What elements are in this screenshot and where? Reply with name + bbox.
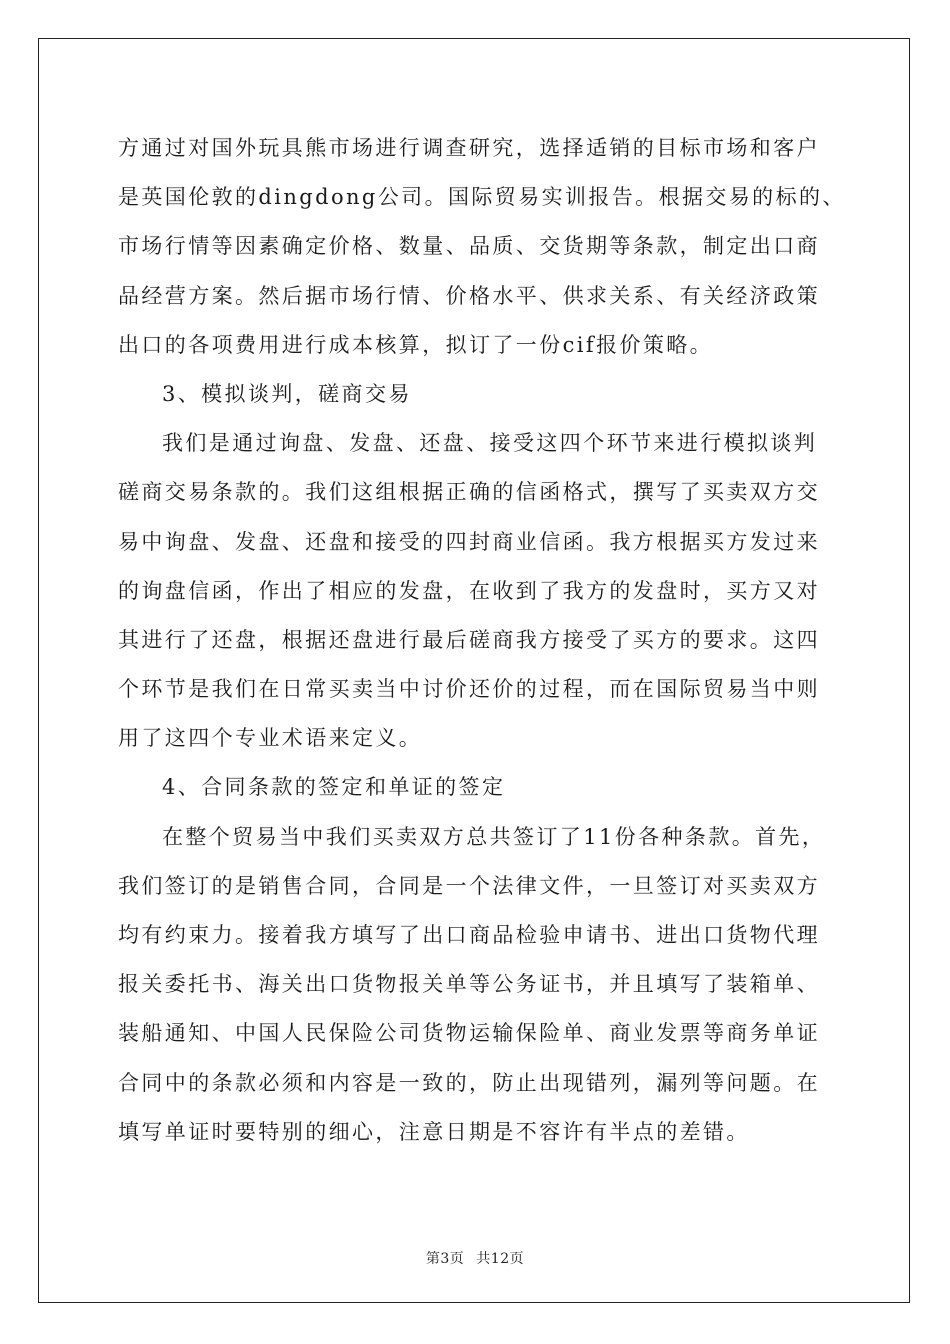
text-line: 市场行情等因素确定价格、数量、品质、交货期等条款，制定出口商 [118,234,820,259]
text-line: 我们是通过询盘、发盘、还盘、接受这四个环节来进行模拟谈判 [162,431,818,456]
section-heading: 3、模拟谈判，磋商交易 [162,381,412,406]
text-line: 均有约束力。接着我方填写了出口商品检验申请书、进出口货物代理 [118,923,820,947]
text-line: 装船通知、中国人民保险公司货物运输保险单、商业发票等商务单证 [118,1021,820,1046]
page-footer [0,1248,950,1268]
text-line: 其进行了还盘，根据还盘进行最后磋商我方接受了买方的要求。这四 [118,627,820,652]
text-line: 是英国伦敦的dingdong公司。国际贸易实训报告。根据交易的标的、 [118,185,846,210]
text-line: 的询盘信函，作出了相应的发盘，在收到了我方的发盘时，买方又对 [118,578,820,603]
page-number: 第3页 [425,1251,465,1267]
text-line: 方通过对国外玩具熊市场进行调查研究，选择适销的目标市场和客户 [118,136,820,160]
text-line: 出口的各项费用进行成本核算，拟订了一份cif报价策略。 [118,332,714,357]
page-total: 共12页 [476,1251,525,1267]
text-line: 用了这四个专业术语来定义。 [118,726,423,751]
text-line: 报关委托书、海关出口货物报关单等公务证书，并且填写了装箱单、 [118,972,820,997]
text-line: 填写单证时要特别的细心，注意日期是不容许有半点的差错。 [118,1119,750,1144]
section-heading: 4、合同条款的签定和单证的签定 [162,775,506,800]
document-body [118,124,846,1157]
text-line: 品经营方案。然后据市场行情、价格水平、供求关系、有关经济政策 [118,283,820,308]
text-line: 在整个贸易当中我们买卖双方总共签订了11份各种条款。首先， [162,824,826,849]
text-line: 磋商交易条款的。我们这组根据正确的信函格式，撰写了买卖双方交 [118,480,820,505]
text-line: 个环节是我们在日常买卖当中讨价还价的过程，而在国际贸易当中则 [118,677,820,702]
text-line: 合同中的条款必须和内容是一致的，防止出现错列，漏列等问题。在 [118,1070,820,1095]
text-line: 易中询盘、发盘、还盘和接受的四封商业信函。我方根据买方发过来 [118,529,820,554]
text-line: 我们签订的是销售合同，合同是一个法律文件，一旦签订对买卖双方 [118,873,820,898]
